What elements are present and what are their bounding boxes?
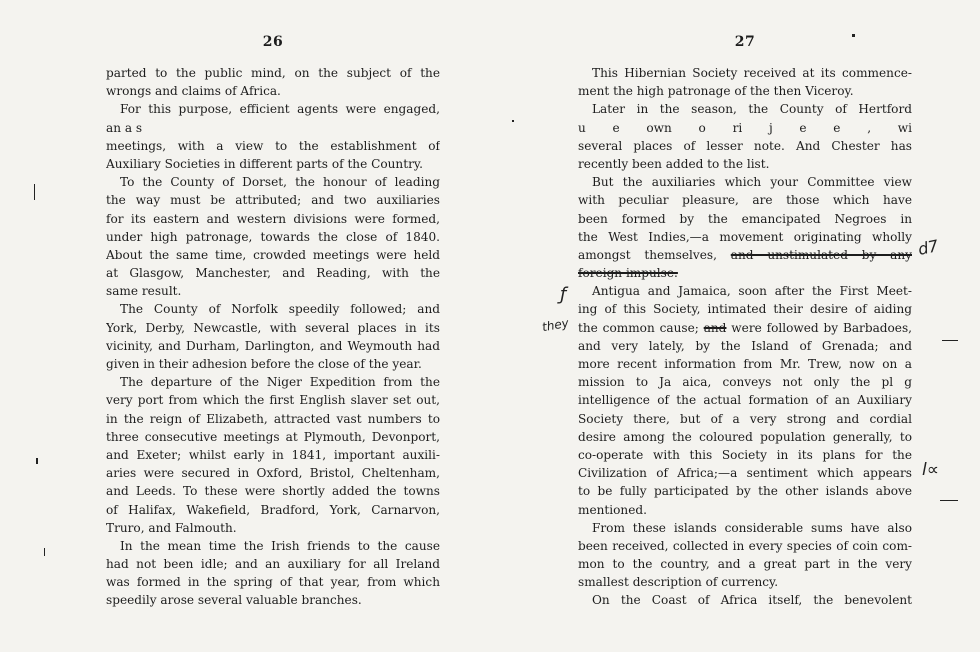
scan-speck [852, 34, 855, 37]
text-line: Antigua and Jamaica, soon after the First Meet- [592, 284, 912, 299]
text-line: About the same time, crowded meetings were held [106, 247, 440, 262]
text-line: mission to Ja aica, conveys not only the pl g [578, 375, 912, 390]
text-line: co-operate with this Society in its plans for the [578, 447, 912, 462]
text-line: speedily arose several valuable branches. [106, 593, 362, 608]
scan-speck [940, 500, 958, 501]
text-line: amongst themselves, and unstimulated by any [578, 247, 912, 262]
text-line: for its eastern and western divisions were formed, [106, 211, 440, 226]
text-line: and very lately, by the Island of Grenada; and [578, 338, 912, 353]
scan-speck [512, 120, 514, 122]
margin-note-they: they [540, 315, 570, 335]
text-line: On the Coast of Africa itself, the benevolent [592, 593, 912, 608]
text-line: wrongs and claims of Africa. [106, 84, 281, 99]
text-line: the common cause; and were followed by Barbadoes, [578, 320, 912, 335]
scan-speck [34, 184, 35, 200]
text-line: and Exeter; whilst early in 1841, important auxili- [106, 447, 440, 462]
text-line: But the auxiliaries which your Committee view [592, 175, 912, 190]
text-line: same result. [106, 284, 182, 299]
text-line: at Glasgow, Manchester, and Reading, with the [106, 266, 440, 281]
margin-note-d7: d7 [916, 236, 941, 259]
text-line: under high patronage, towards the close of 1840. [106, 229, 440, 244]
text-line: Auxiliary Societies in different parts of the Country. [106, 156, 423, 171]
text-line: The County of Norfolk speedily followed; and [120, 302, 440, 317]
text-line: three consecutive meetings at Plymouth, Devonport, [106, 429, 440, 444]
text-line: to be fully participated by the other islands above [578, 484, 912, 499]
text-line: Society there, but of a very strong and cordial [578, 411, 912, 426]
text-line: with peculiar pleasure, are those which have [578, 193, 912, 208]
text-line: and Leeds. To these were shortly added the towns [106, 484, 440, 499]
text-line: been formed by the emancipated Negroes in [578, 211, 912, 226]
text-line: To the County of Dorset, the honour of leading [120, 175, 440, 190]
text-line: the West Indies,—a movement originating wholly [578, 229, 912, 244]
text-line: From these islands considerable sums have also [592, 520, 912, 535]
text-line: meetings, with a view to the establishment of [106, 138, 440, 153]
text-line: been received, collected in every species of coin com- [578, 538, 912, 553]
text-line: Later in the season, the County of Hertford [592, 102, 912, 117]
scan-speck [36, 458, 38, 464]
text-line: In the mean time the Irish friends to the cause [120, 538, 440, 553]
text-line: York, Derby, Newcastle, with several places in its [106, 320, 440, 335]
page-number: 26 [262, 34, 284, 50]
struck-text: and unstimulated by any [730, 247, 912, 262]
text-line: The departure of the Niger Expedition from the [120, 375, 440, 390]
text-line: smallest description of currency. [578, 575, 779, 590]
text-line: was formed in the spring of that year, from which [106, 575, 440, 590]
text-line: ing of this Society, intimated their desire of aiding [578, 302, 912, 317]
text-line: aries were secured in Oxford, Bristol, Cheltenham, [106, 466, 440, 481]
text-line: more recent information from Mr. Trew, now on a [578, 357, 912, 371]
struck-text: and [703, 320, 727, 335]
text-line: desire among the coloured population generally, to [578, 429, 912, 444]
page-body [578, 64, 912, 610]
text-line: very port from which the first English slaver set out, [106, 393, 440, 408]
page-number: 27 [734, 34, 756, 50]
text-line: vicinity, and Durham, Darlington, and Weymouth had [106, 338, 440, 353]
margin-note-leq: l∝ [922, 460, 939, 480]
text-line: mentioned. [578, 502, 647, 517]
left-page [106, 0, 440, 652]
text-line: in the reign of Elizabeth, attracted vast numbers to [106, 411, 440, 426]
scan-speck [44, 548, 45, 556]
text-line: mon to the country, and a great part in the very [578, 557, 912, 572]
text-line: an a s [106, 120, 143, 135]
text-line: of Halifax, Wakefield, Bradford, York, Carnarvon, [106, 502, 440, 517]
text-line: This Hibernian Society received at its commence- [592, 66, 912, 80]
text-line: intelligence of the actual formation of an Auxiliary [578, 393, 912, 408]
text-line [578, 264, 912, 282]
text-line: Civilization of Africa;—a sentiment which appears [578, 466, 912, 481]
text-line: the way must be attributed; and two auxiliaries [106, 193, 440, 208]
text-line: given in their adhesion before the close of the year. [106, 357, 422, 371]
text-line: Truro, and Falmouth. [106, 520, 237, 535]
text-line: had not been idle; and an auxiliary for all Ireland [106, 557, 440, 572]
margin-caret-mark: ƒ [560, 284, 567, 305]
right-page [578, 0, 912, 652]
text-line: several places of lesser note. And Chester has [578, 138, 912, 153]
scan-speck [942, 340, 958, 341]
text-line: parted to the public mind, on the subject of the [106, 66, 440, 80]
struck-text: foreign impulse. [578, 266, 678, 281]
page-body [106, 64, 440, 610]
text-line: recently been added to the list. [578, 156, 770, 171]
text-line: u e own o ri j e e , wi [578, 120, 912, 135]
text-line: ment the high patronage of the then Viceroy. [578, 84, 854, 99]
text-line: For this purpose, efficient agents were engaged, [120, 102, 440, 117]
